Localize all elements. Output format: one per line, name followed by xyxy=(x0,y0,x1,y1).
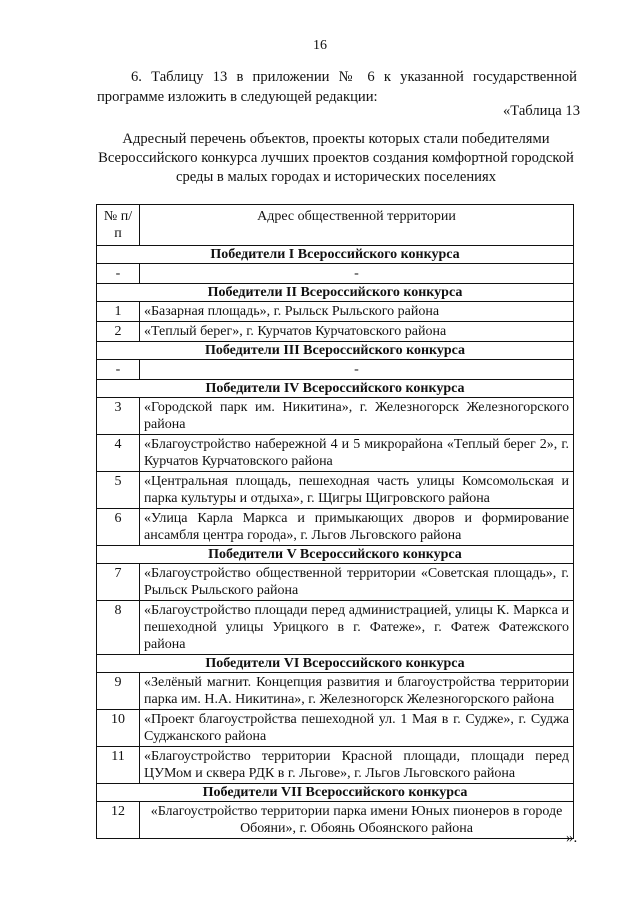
table-group-row xyxy=(97,546,574,564)
row-address: «Благоустройство набережной 4 и 5 микрорайона «Теплый берег 2», г. Курчатов Курчатовского района xyxy=(140,435,574,472)
intro-paragraph: 6. Таблицу 13 в приложении № 6 к указанной государственной программе изложить в следующей редакции: xyxy=(97,69,577,105)
row-address: «Благоустройство общественной территории «Советская площадь», г. Рыльск Рыльского района xyxy=(140,564,574,601)
table-row xyxy=(97,747,574,784)
group-heading: Победители VI Всероссийского конкурса xyxy=(97,655,574,673)
table-row xyxy=(97,564,574,601)
table-header-row xyxy=(97,205,574,246)
row-address: «Зелёный магнит. Концепция развития и благоустройства территории парка им. Н.А. Никитина», г. Железногорск Железногорского района xyxy=(140,673,574,710)
row-number: - xyxy=(97,360,140,380)
objects-table xyxy=(96,204,574,839)
row-address: «Городской парк им. Никитина», г. Железногорск Железногорского района xyxy=(140,398,574,435)
group-heading: Победители VII Всероссийского конкурса xyxy=(97,784,574,802)
table-group-row xyxy=(97,284,574,302)
closing-quote: ». xyxy=(566,830,578,846)
table-row xyxy=(97,302,574,322)
table-row xyxy=(97,264,574,284)
group-heading: Победители I Всероссийского конкурса xyxy=(97,246,574,264)
table-label: «Таблица 13 xyxy=(502,103,580,119)
group-heading: Победители IV Всероссийского конкурса xyxy=(97,380,574,398)
row-address: «Благоустройство территории парка имени Юных пионеров в городе Обояни», г. Обоянь Обоянского района xyxy=(140,802,574,839)
group-heading: Победители III Всероссийского конкурса xyxy=(97,342,574,360)
row-address: «Благоустройство территории Красной площади, площади перед ЦУМом и сквера РДК в г. Льгове», г. Льгов Льговского района xyxy=(140,747,574,784)
table-row xyxy=(97,673,574,710)
row-number: - xyxy=(97,264,140,284)
row-address: - xyxy=(140,264,574,284)
page-number: 16 xyxy=(313,38,327,53)
row-address: «Теплый берег», г. Курчатов Курчатовского района xyxy=(140,322,574,342)
row-number: 4 xyxy=(97,435,140,472)
table-body xyxy=(97,246,574,839)
header-num: № п/п xyxy=(97,205,140,246)
row-address: «Центральная площадь, пешеходная часть улицы Комсомольская и парка культуры и отдыха», г. Щигры Щигровского района xyxy=(140,472,574,509)
row-number: 8 xyxy=(97,601,140,655)
row-number: 7 xyxy=(97,564,140,601)
row-number: 1 xyxy=(97,302,140,322)
row-number: 5 xyxy=(97,472,140,509)
group-heading: Победители V Всероссийского конкурса xyxy=(97,546,574,564)
row-number: 6 xyxy=(97,509,140,546)
table-row xyxy=(97,322,574,342)
header-address: Адрес общественной территории xyxy=(140,205,574,246)
row-number: 9 xyxy=(97,673,140,710)
table-row xyxy=(97,509,574,546)
row-number: 12 xyxy=(97,802,140,839)
row-address: «Проект благоустройства пешеходной ул. 1 Мая в г. Судже», г. Суджа Суджанского района xyxy=(140,710,574,747)
row-number: 11 xyxy=(97,747,140,784)
table-row xyxy=(97,435,574,472)
table-row xyxy=(97,398,574,435)
table-row xyxy=(97,360,574,380)
row-number: 3 xyxy=(97,398,140,435)
row-number: 2 xyxy=(97,322,140,342)
table-row xyxy=(97,802,574,839)
table-row xyxy=(97,472,574,509)
group-heading: Победители II Всероссийского конкурса xyxy=(97,284,574,302)
row-address: «Благоустройство площади перед администрацией, улицы К. Маркса и пешеходной улицы Урицкого в г. Фатеже», г. Фатеж Фатежского района xyxy=(140,601,574,655)
row-address: «Базарная площадь», г. Рыльск Рыльского района xyxy=(140,302,574,322)
row-address: - xyxy=(140,360,574,380)
table-group-row xyxy=(97,342,574,360)
row-address: «Улица Карла Маркса и примыкающих дворов и формирование ансамбля центра города», г. Льгов Льговского района xyxy=(140,509,574,546)
table-group-row xyxy=(97,784,574,802)
table-group-row xyxy=(97,655,574,673)
table-row xyxy=(97,710,574,747)
document-title: Адресный перечень объектов, проекты которых стали победителями Всероссийского конкурса лучших проектов создания комфортной городской среды в малых городах и исторических поселениях xyxy=(98,131,574,185)
table-group-row xyxy=(97,246,574,264)
table-group-row xyxy=(97,380,574,398)
row-number: 10 xyxy=(97,710,140,747)
table-row xyxy=(97,601,574,655)
